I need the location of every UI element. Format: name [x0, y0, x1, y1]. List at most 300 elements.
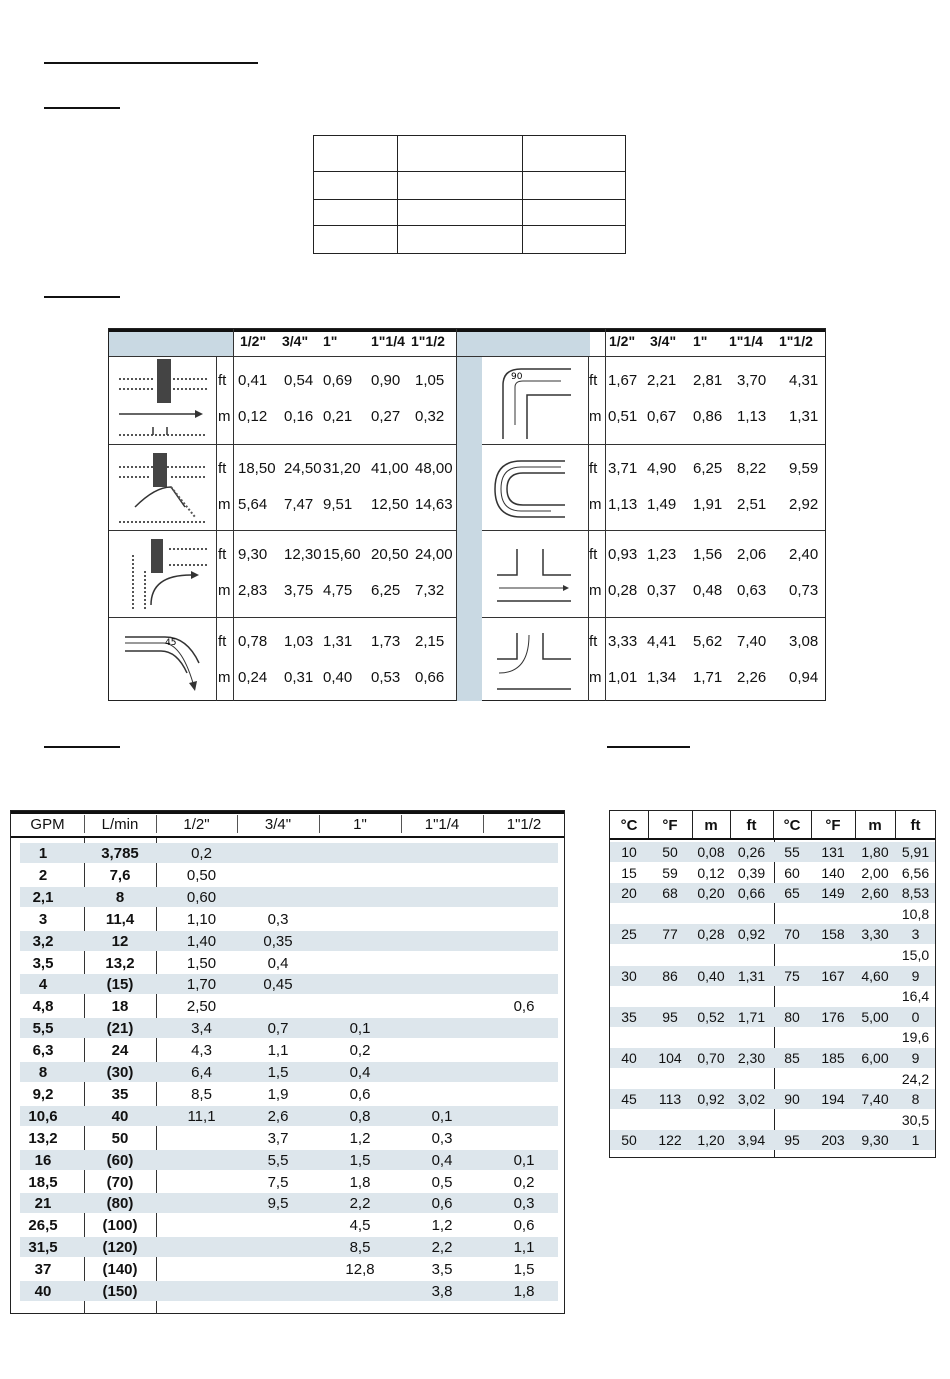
temp-cell: 68 — [662, 885, 678, 901]
row-separator-left — [109, 444, 456, 445]
fitting-ft-value: 15,60 — [323, 546, 361, 563]
temp-cell: 7,40 — [861, 1091, 889, 1107]
divider-band — [456, 356, 482, 701]
fitting-ft-value: 0,90 — [371, 372, 401, 389]
fittings-header-left: 1"1/4 — [371, 333, 405, 349]
fitting-ft-value: 9,30 — [238, 546, 268, 563]
temp-cell: 19,6 — [901, 1029, 930, 1045]
flow-cell: 8 — [115, 889, 125, 906]
center-line-a — [456, 329, 457, 701]
fittings-header-bar — [109, 329, 825, 356]
temp-cell: 16,4 — [901, 988, 930, 1004]
flow-cell: 0,45 — [263, 976, 293, 993]
flow-table-row — [20, 1172, 558, 1192]
temp-header-sep — [811, 811, 812, 838]
flow-cell: 4,8 — [32, 998, 54, 1015]
unit-m-label: m — [589, 408, 602, 425]
flow-table-row — [20, 865, 558, 885]
fitting-m-value: 0,12 — [238, 408, 268, 425]
row-separator-left — [109, 530, 456, 531]
temp-table-row — [610, 1130, 935, 1150]
temp-cell: 4,60 — [861, 968, 889, 984]
flow-cell: 0,1 — [513, 1152, 535, 1169]
flow-cell: 1,2 — [431, 1217, 453, 1234]
elbow-90-icon — [487, 365, 577, 441]
temp-cell: 50 — [662, 844, 678, 860]
fitting-ft-value: 3,08 — [789, 633, 819, 650]
temp-cell: 0,08 — [697, 844, 725, 860]
flow-cell: 0,3 — [513, 1195, 535, 1212]
temp-cell: 0 — [911, 1009, 920, 1025]
flow-cell: 1,9 — [267, 1086, 289, 1103]
fitting-ft-value: 4,41 — [647, 633, 677, 650]
row-separator-right — [482, 530, 825, 531]
fitting-ft-value: 18,50 — [238, 460, 276, 477]
section-1-underline — [44, 107, 120, 109]
fitting-ft-value: 8,22 — [737, 460, 767, 477]
flow-cell: 0,1 — [349, 1020, 371, 1037]
fittings-loss-table — [108, 328, 826, 701]
flow-table-row — [20, 1106, 558, 1126]
temp-cell: 60 — [784, 865, 800, 881]
flow-table-row — [20, 1259, 558, 1279]
flow-cell: (30) — [106, 1064, 134, 1081]
temperature-table — [609, 810, 936, 1158]
flow-header-cell: 1"1/4 — [424, 816, 460, 833]
fitting-ft-value: 3,71 — [608, 460, 638, 477]
temp-cell: 6,00 — [861, 1050, 889, 1066]
fitting-m-value: 1,34 — [647, 669, 677, 686]
fitting-m-value: 1,31 — [789, 408, 819, 425]
flow-cell: 1,1 — [513, 1239, 535, 1256]
flow-header-cell: L/min — [101, 816, 139, 833]
flow-cell: (70) — [106, 1174, 134, 1191]
flow-cell: 13,2 — [105, 955, 135, 972]
fitting-m-value: 1,13 — [737, 408, 767, 425]
temp-cell: 3,30 — [861, 926, 889, 942]
flow-cell: 12,8 — [345, 1261, 375, 1278]
flow-cell: 2,2 — [349, 1195, 371, 1212]
temp-header-cell: °C — [783, 817, 801, 834]
temp-cell: 3,94 — [737, 1132, 766, 1148]
temp-header-cell: °C — [620, 817, 638, 834]
flow-cell: 1 — [38, 845, 48, 862]
flow-cell: 35 — [111, 1086, 129, 1103]
temp-cell: 95 — [784, 1132, 800, 1148]
flow-cell: 3,7 — [267, 1130, 289, 1147]
fitting-ft-value: 1,31 — [323, 633, 353, 650]
temp-header-sep — [855, 811, 856, 838]
flow-cell: 18,5 — [28, 1174, 58, 1191]
flow-cell: 7,6 — [109, 867, 131, 884]
temp-cell: 30,5 — [901, 1112, 930, 1128]
flow-cell: 0,2 — [513, 1174, 535, 1191]
temp-cell: 85 — [784, 1050, 800, 1066]
flow-cell: 1,2 — [349, 1130, 371, 1147]
flow-cell: 1,40 — [186, 933, 217, 950]
fitting-m-value: 0,24 — [238, 669, 268, 686]
flow-cell: 0,2 — [191, 845, 212, 862]
unit-m-label: m — [589, 582, 602, 599]
fitting-ft-value: 7,40 — [737, 633, 767, 650]
temp-table-row — [610, 924, 935, 944]
flow-cell: 0,6 — [513, 998, 535, 1015]
flow-cell: 0,50 — [186, 867, 217, 884]
temp-cell: 9 — [911, 968, 920, 984]
fitting-m-value: 3,75 — [284, 582, 314, 599]
svg-text:45: 45 — [165, 638, 177, 648]
flow-cell: 2,1 — [32, 889, 54, 906]
temp-cell: 185 — [821, 1050, 845, 1066]
flow-cell: 1,5 — [513, 1261, 535, 1278]
flow-table-row — [20, 1062, 558, 1082]
unit-col-line-left-2 — [233, 329, 234, 701]
fitting-m-value: 7,47 — [284, 496, 314, 513]
flow-cell: 1,50 — [186, 955, 217, 972]
flow-cell: 5,5 — [32, 1020, 54, 1037]
flow-cell: 0,8 — [349, 1108, 371, 1125]
temp-cell: 0,52 — [697, 1009, 725, 1025]
temp-cell: 8 — [911, 1091, 920, 1107]
temp-header-sep — [692, 811, 693, 838]
fitting-m-value: 0,27 — [371, 408, 401, 425]
temp-cell: 2,30 — [737, 1050, 766, 1066]
temp-cell: 80 — [784, 1009, 800, 1025]
temp-cell: 176 — [821, 1009, 845, 1025]
fitting-m-value: 12,50 — [371, 496, 409, 513]
fitting-m-value: 0,37 — [647, 582, 677, 599]
fitting-m-value: 0,66 — [415, 669, 445, 686]
temp-cell: 3,02 — [737, 1091, 766, 1107]
fitting-m-value: 0,28 — [608, 582, 638, 599]
unit-ft-label: ft — [589, 633, 598, 650]
temp-table-row — [610, 986, 935, 1006]
temp-cell: 1 — [911, 1132, 920, 1148]
fitting-m-value: 0,86 — [693, 408, 723, 425]
unit-ft-label: ft — [218, 372, 227, 389]
flow-cell: 24 — [111, 1042, 129, 1059]
row-separator-left — [109, 617, 456, 618]
temp-cell: 30 — [621, 968, 637, 984]
temp-table-row — [610, 966, 935, 986]
temp-table-row — [610, 1069, 935, 1089]
flow-cell: 3,2 — [32, 933, 54, 950]
flow-cell: 18 — [111, 998, 129, 1015]
flow-header-cell: 1/2" — [183, 816, 210, 833]
flow-cell: 2,6 — [267, 1108, 289, 1125]
fitting-m-value: 2,51 — [737, 496, 767, 513]
flow-table-row — [20, 909, 558, 929]
temp-cell: 3 — [911, 926, 920, 942]
fitting-ft-value: 3,33 — [608, 633, 638, 650]
temp-cell: 10,8 — [901, 906, 930, 922]
temp-cell: 9 — [911, 1050, 920, 1066]
temp-cell: 15,0 — [901, 947, 930, 963]
temp-cell: 194 — [821, 1091, 845, 1107]
flow-table-row — [20, 1084, 558, 1104]
flow-cell: 3,4 — [191, 1020, 212, 1037]
temp-cell: 0,39 — [737, 865, 766, 881]
flow-cell: 0,6 — [431, 1195, 453, 1212]
flow-cell: 7,5 — [267, 1174, 289, 1191]
unit-ft-label: ft — [589, 460, 598, 477]
flow-table-row — [20, 843, 558, 863]
flow-cell: 2 — [38, 867, 48, 884]
flow-header-sep — [156, 815, 157, 833]
temp-cell: 0,20 — [697, 885, 725, 901]
fitting-ft-value: 2,40 — [789, 546, 819, 563]
unit-col-line-left — [216, 356, 217, 701]
flow-cell: (21) — [106, 1020, 134, 1037]
temp-cell: 0,92 — [697, 1091, 725, 1107]
fitting-m-value: 0,16 — [284, 408, 314, 425]
fitting-ft-value: 0,69 — [323, 372, 353, 389]
flow-cell: (60) — [106, 1152, 134, 1169]
temp-cell: 0,92 — [737, 926, 766, 942]
flow-cell: 1,8 — [513, 1283, 535, 1300]
fittings-header-right: 1/2" — [609, 333, 636, 349]
temp-cell: 0,66 — [737, 885, 766, 901]
flow-top-bar — [11, 811, 564, 814]
flow-table-row — [20, 1150, 558, 1170]
flow-header-sep — [401, 815, 402, 833]
temp-cell: 2,00 — [861, 865, 889, 881]
flow-cell: 3,5 — [32, 955, 54, 972]
temp-cell: 131 — [821, 844, 845, 860]
unit-m-label: m — [589, 669, 602, 686]
temp-header-cell: ft — [910, 817, 921, 834]
gate-valve-icon — [115, 359, 211, 441]
temp-cell: 140 — [821, 865, 845, 881]
flow-cell: 3,785 — [101, 845, 139, 862]
empty-grid-table — [313, 135, 626, 254]
flow-cell: 0,6 — [349, 1086, 371, 1103]
flow-table-row — [20, 974, 558, 994]
elbow-45-icon — [121, 623, 211, 695]
temp-table-row — [610, 904, 935, 924]
fitting-ft-value: 1,56 — [693, 546, 723, 563]
flow-cell: 0,4 — [431, 1152, 453, 1169]
temp-cell: 20 — [621, 885, 637, 901]
temp-cell: 86 — [662, 968, 678, 984]
fitting-m-value: 2,83 — [238, 582, 268, 599]
temp-header-cell: m — [868, 817, 882, 834]
flow-cell: 26,5 — [28, 1217, 58, 1234]
flow-cell: 37 — [34, 1261, 52, 1278]
temp-cell: 167 — [821, 968, 845, 984]
temp-table-row — [610, 842, 935, 862]
flow-table-row — [20, 1215, 558, 1235]
unit-m-label: m — [218, 496, 231, 513]
flow-cell: 11,4 — [105, 911, 135, 928]
flow-cell: 12 — [111, 933, 129, 950]
unit-m-label: m — [218, 582, 231, 599]
temp-table-row — [610, 883, 935, 903]
temp-header-cell: ft — [746, 817, 757, 834]
flow-cell: 11,1 — [187, 1108, 216, 1125]
temp-cell: 15 — [621, 865, 637, 881]
fitting-ft-value: 48,00 — [415, 460, 453, 477]
temp-cell: 158 — [821, 926, 845, 942]
fitting-ft-value: 1,73 — [371, 633, 401, 650]
return-bend-icon — [491, 455, 571, 525]
flow-header-cell: 1"1/2 — [506, 816, 542, 833]
temp-table-row — [610, 945, 935, 965]
flow-cell: 0,3 — [267, 911, 289, 928]
temp-cell: 104 — [658, 1050, 682, 1066]
temp-cell: 77 — [662, 926, 678, 942]
flow-cell: 0,2 — [349, 1042, 371, 1059]
flow-table-row — [20, 887, 558, 907]
temp-cell: 113 — [658, 1091, 682, 1107]
temp-header-sep — [895, 811, 896, 838]
flow-header-sep — [319, 815, 320, 833]
fitting-m-value: 2,92 — [789, 496, 819, 513]
flow-table-row — [20, 1237, 558, 1257]
temp-cell: 0,70 — [697, 1050, 725, 1066]
temp-cell: 40 — [621, 1050, 637, 1066]
flow-cell: 0,7 — [267, 1020, 289, 1037]
section-2-underline — [44, 296, 120, 298]
fittings-header-left: 1"1/2 — [411, 333, 445, 349]
fitting-ft-value: 0,41 — [238, 372, 268, 389]
fitting-m-value: 0,40 — [323, 669, 353, 686]
temp-cell: 5,91 — [901, 844, 930, 860]
fitting-ft-value: 4,90 — [647, 460, 677, 477]
fitting-m-value: 1,49 — [647, 496, 677, 513]
temp-cell: 1,20 — [697, 1132, 725, 1148]
flow-cell: 21 — [34, 1195, 52, 1212]
flow-table-row — [20, 931, 558, 951]
section-4-underline — [607, 746, 690, 748]
temp-cell: 24,2 — [901, 1071, 930, 1087]
fittings-header-left: 3/4" — [282, 333, 309, 349]
flow-cell: 5,5 — [267, 1152, 289, 1169]
temp-cell: 0,28 — [697, 926, 725, 942]
fitting-m-value: 1,91 — [693, 496, 723, 513]
tee-branch-icon — [493, 627, 577, 697]
flow-cell: 3,8 — [431, 1283, 453, 1300]
temp-header-sep — [648, 811, 649, 838]
fitting-ft-value: 1,67 — [608, 372, 638, 389]
fitting-m-value: 0,48 — [693, 582, 723, 599]
temp-cell: 0,12 — [697, 865, 725, 881]
flow-cell: 0,6 — [513, 1217, 535, 1234]
fitting-ft-value: 24,00 — [415, 546, 453, 563]
temp-table-row — [610, 1027, 935, 1047]
temp-cell: 25 — [621, 926, 637, 942]
unit-ft-label: ft — [218, 633, 227, 650]
fitting-ft-value: 0,78 — [238, 633, 268, 650]
flow-cell: 2,50 — [186, 998, 217, 1015]
fitting-ft-value: 1,23 — [647, 546, 677, 563]
flow-cell: 1,1 — [267, 1042, 289, 1059]
fitting-ft-value: 2,15 — [415, 633, 445, 650]
flow-table-row — [20, 996, 558, 1016]
flow-header-bottom — [11, 836, 564, 838]
temp-table-row — [610, 1007, 935, 1027]
fitting-m-value: 0,73 — [789, 582, 819, 599]
fitting-m-value: 0,51 — [608, 408, 638, 425]
tee-straight-icon — [493, 543, 577, 613]
temp-cell: 59 — [662, 865, 678, 881]
temp-header-bottom — [610, 838, 935, 840]
temp-cell: 1,80 — [861, 844, 889, 860]
flow-header-sep — [84, 815, 85, 833]
temp-table-row — [610, 1110, 935, 1130]
temp-header-cell: °F — [662, 817, 678, 834]
flow-header-cell: 1" — [353, 816, 367, 833]
flow-table-row — [20, 1193, 558, 1213]
flow-cell: (100) — [102, 1217, 138, 1234]
fitting-m-value: 0,63 — [737, 582, 767, 599]
flow-cell: (150) — [102, 1283, 138, 1300]
temp-cell: 10 — [621, 844, 637, 860]
fitting-m-value: 1,13 — [608, 496, 638, 513]
fitting-ft-value: 1,05 — [415, 372, 445, 389]
temp-cell: 1,31 — [737, 968, 766, 984]
unit-ft-label: ft — [589, 372, 598, 389]
flow-cell: 31,5 — [28, 1239, 58, 1256]
flow-cell: 1,5 — [349, 1152, 371, 1169]
fittings-header-right: 1"1/2 — [779, 333, 813, 349]
flow-cell: 40 — [111, 1108, 129, 1125]
fitting-m-value: 14,63 — [415, 496, 453, 513]
fitting-ft-value: 24,50 — [284, 460, 322, 477]
flow-cell: 1,70 — [186, 976, 217, 993]
unit-m-label: m — [218, 669, 231, 686]
fitting-ft-value: 31,20 — [323, 460, 361, 477]
fitting-ft-value: 0,93 — [608, 546, 638, 563]
fitting-m-value: 9,51 — [323, 496, 353, 513]
fitting-ft-value: 3,70 — [737, 372, 767, 389]
flow-cell: 0,35 — [263, 933, 293, 950]
flow-table-row — [20, 953, 558, 973]
temp-cell: 149 — [821, 885, 845, 901]
flow-loss-table — [10, 810, 565, 1314]
flow-cell: 2,2 — [431, 1239, 453, 1256]
fitting-m-value: 1,01 — [608, 669, 638, 686]
fitting-m-value: 2,26 — [737, 669, 767, 686]
fitting-ft-value: 4,31 — [789, 372, 819, 389]
fitting-ft-value: 9,59 — [789, 460, 819, 477]
temp-table-row — [610, 863, 935, 883]
fittings-header-left: 1/2" — [240, 333, 267, 349]
flow-cell: 1,5 — [267, 1064, 289, 1081]
fitting-ft-value: 41,00 — [371, 460, 409, 477]
flow-cell: 6,4 — [191, 1064, 212, 1081]
flow-cell: 4,5 — [349, 1217, 371, 1234]
flow-cell: 9,5 — [267, 1195, 289, 1212]
temp-cell: 90 — [784, 1091, 800, 1107]
flow-cell: 0,3 — [431, 1130, 453, 1147]
flow-cell: 4 — [38, 976, 48, 993]
temp-cell: 2,60 — [861, 885, 889, 901]
flow-cell: 8,5 — [349, 1239, 371, 1256]
fitting-m-value: 0,94 — [789, 669, 819, 686]
flow-cell: 8,5 — [191, 1086, 212, 1103]
temp-cell: 45 — [621, 1091, 637, 1107]
temp-cell: 65 — [784, 885, 800, 901]
temp-cell: 6,56 — [901, 865, 930, 881]
fitting-ft-value: 5,62 — [693, 633, 723, 650]
unit-ft-label: ft — [218, 546, 227, 563]
temp-header-sep — [773, 811, 774, 838]
fitting-m-value: 0,67 — [647, 408, 677, 425]
fitting-m-value: 0,32 — [415, 408, 445, 425]
flow-cell: 0,1 — [431, 1108, 453, 1125]
temp-table-row — [610, 1048, 935, 1068]
